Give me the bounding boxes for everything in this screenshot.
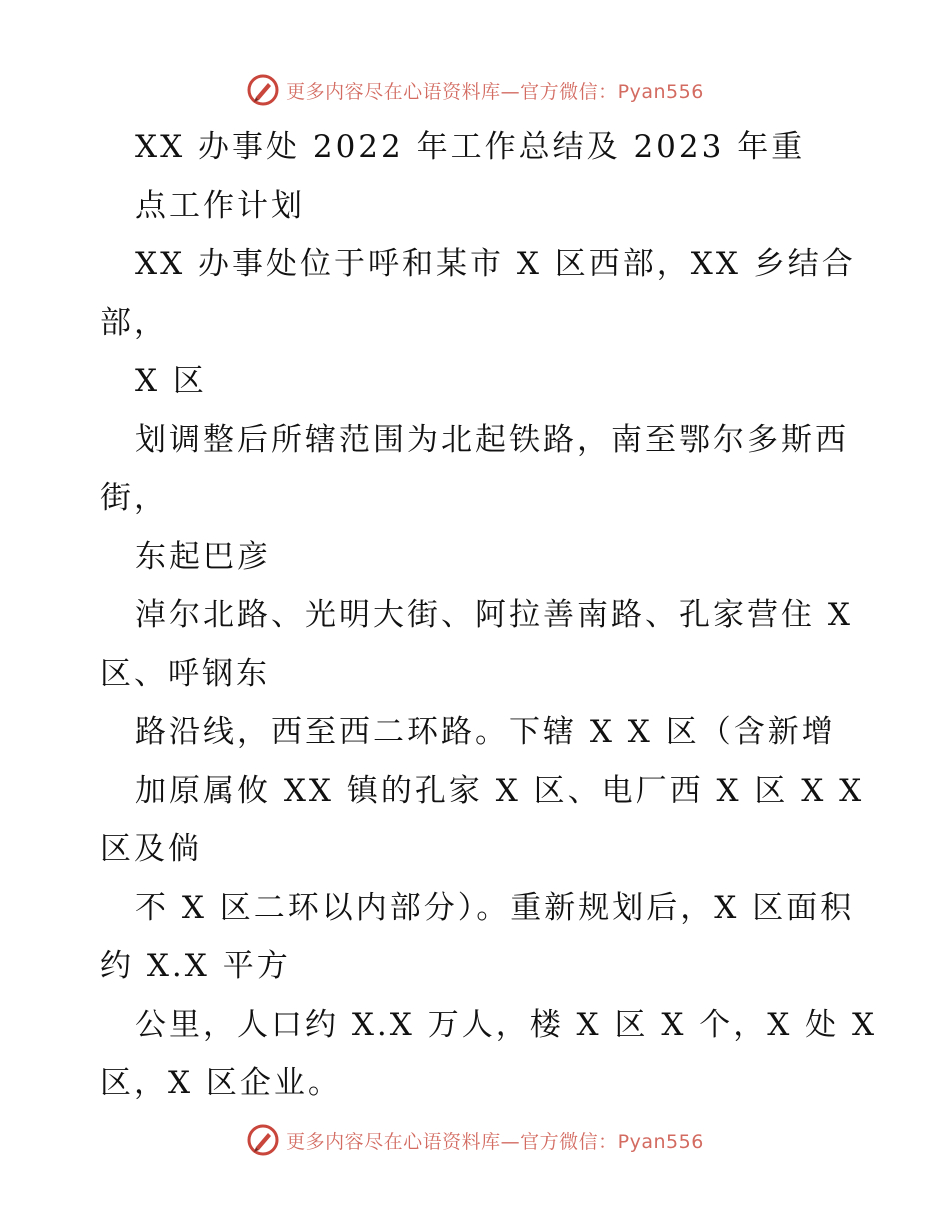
body-line: 不 X 区二环以内部分）。重新规划后，X 区面积 — [135, 890, 855, 926]
body-line: 部， — [100, 305, 168, 341]
pen-logo-icon — [246, 1123, 280, 1157]
body-line: 公里，人口约 X.X 万人，楼 X 区 X 个，X 处 X — [135, 1007, 878, 1043]
body-line: 东起巴彦 — [135, 539, 271, 575]
body-line: 路沿线，西至西二环路。下辖 X X 区（含新增 — [135, 714, 836, 750]
body-line: 约 X.X 平方 — [100, 948, 291, 984]
body-line: 区及倘 — [100, 831, 202, 867]
body-line: X 区 — [135, 363, 207, 399]
body-line: XX 办事处位于呼和某市 X 区西部，XX 乡结合 — [135, 246, 856, 282]
body-line: 区、呼钢东 — [100, 656, 270, 692]
body-line: 街， — [100, 480, 168, 516]
watermark-text: 更多内容尽在心语资料库—官方微信：Pyan556 — [286, 80, 704, 103]
body-line: 加原属攸 XX 镇的孔家 X 区、电厂西 X 区 X X — [135, 773, 865, 809]
body-line: 区，X 区企业。 — [100, 1065, 342, 1101]
document-title-line-1: XX 办事处 2022 年工作总结及 2023 年重 — [135, 129, 806, 165]
body-line: 淖尔北路、光明大街、阿拉善南路、孔家营住 X — [135, 597, 853, 633]
document-title-line-2: 点工作计划 — [135, 188, 305, 224]
watermark-text: 更多内容尽在心语资料库—官方微信：Pyan556 — [286, 1130, 704, 1153]
body-line: 划调整后所辖范围为北起铁路，南至鄂尔多斯西 — [135, 422, 849, 458]
watermark-footer — [0, 1120, 950, 1160]
